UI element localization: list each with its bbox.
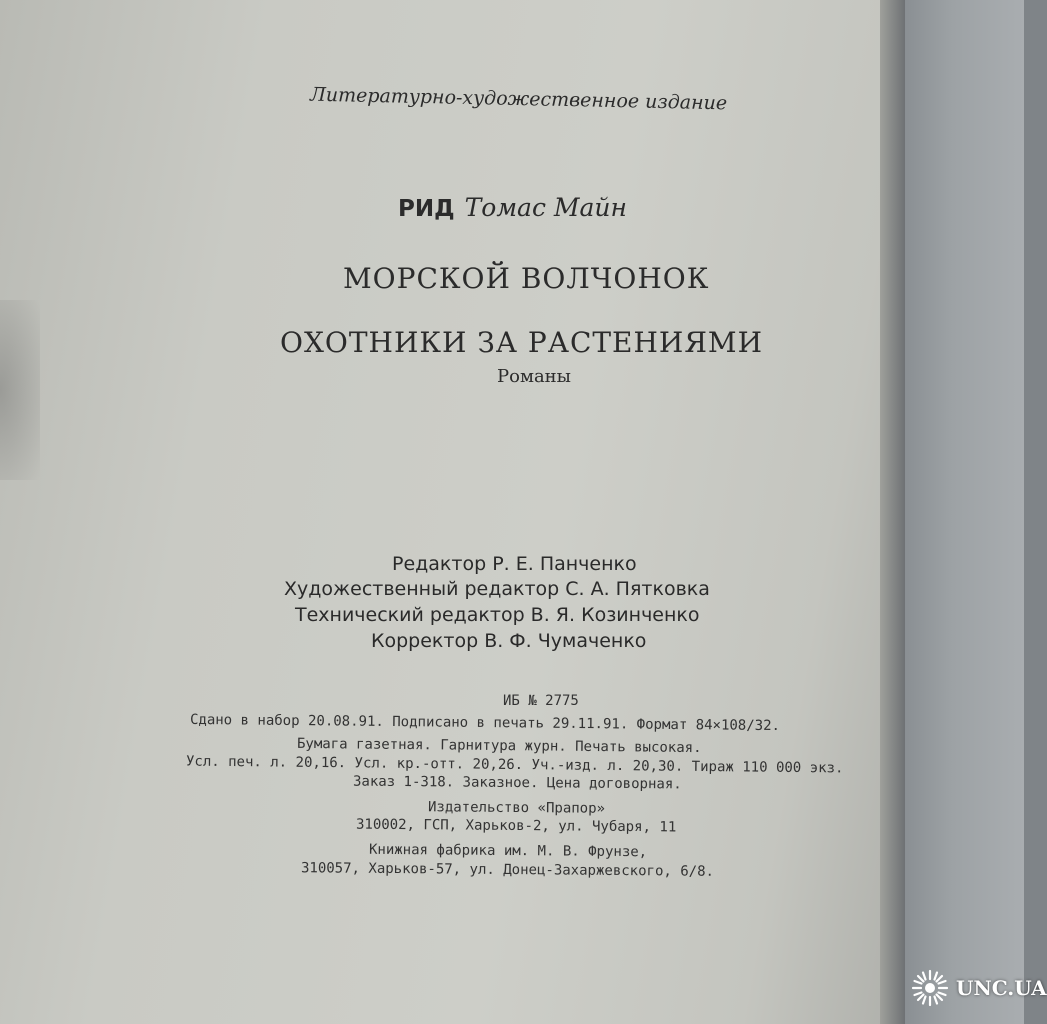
watermark [910,966,1047,1010]
genre-label: Романы [497,366,572,387]
imprint-line: 310002, ГСП, Харьков-2, ул. Чубаря, 11 [355,816,677,836]
book-title-1: МОРСКОЙ ВОЛЧОНОК [343,262,710,295]
opposite-page [905,0,1024,1024]
page-shadow [0,300,40,480]
watermark-text: UNC.UA [956,976,1047,1000]
imprint-line: Книжная фабрика им. М. В. Фрунзе, [368,841,648,861]
sunburst-logo-icon [910,968,950,1008]
staff-technical-editor: Технический редактор В. Я. Козинченко [295,604,700,626]
author-given-names: Томас Майн [464,193,627,222]
author-surname: РИД [398,196,455,222]
staff-proofreader: Корректор В. Ф. Чумаченко [371,630,647,652]
staff-editor: Редактор Р. Е. Панченко [392,553,637,575]
imprint-line: Усл. печ. л. 20,16. Усл. кр.-отт. 20,26. Уч.-изд. л. 20,30. Тираж 110 000 экз. [185,753,844,777]
imprint-line: Бумага газетная. Гарнитура журн. Печать высокая. [296,735,702,757]
staff-art-editor: Художественный редактор С. А. Пятковка [284,578,710,600]
imprint-line: Сдано в набор 20.08.91. Подписано в печать 29.11.91. Формат 84×108/32. [189,711,781,735]
edition-note: Литературно-художественное издание [309,83,728,115]
imprint-line: Заказ 1-318. Заказное. Цена договорная. [352,773,682,793]
book-spine [880,0,905,1024]
imprint-line: Издательство «Прапор» [427,799,606,817]
imprint-line: 310057, Харьков-57, ул. Донец-Захаржевского, 6/8. [300,860,715,880]
book-title-2: ОХОТНИКИ ЗА РАСТЕНИЯМИ [280,326,764,359]
imprint-line: ИБ № 2775 [503,693,579,709]
author-line [398,193,627,222]
